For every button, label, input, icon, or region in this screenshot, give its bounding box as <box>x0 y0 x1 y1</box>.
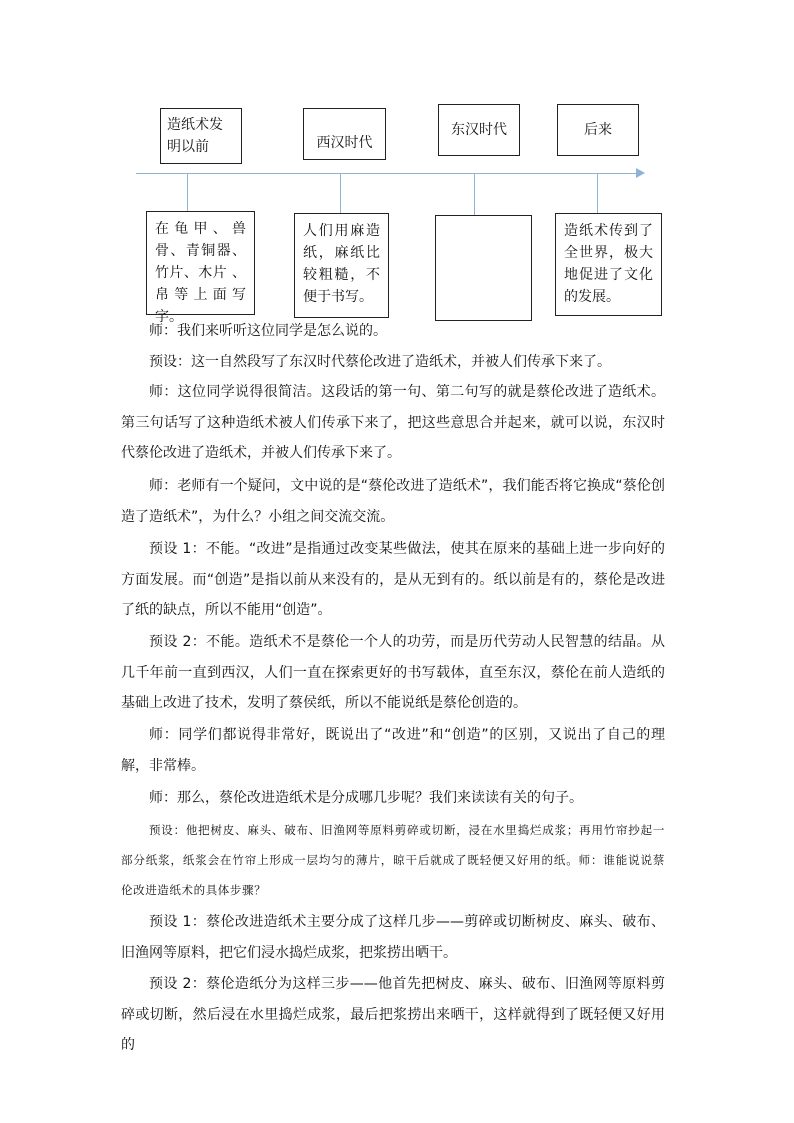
era-label: 西汉时代 <box>316 135 373 151</box>
note-box-western-han <box>294 213 389 318</box>
paragraph-preset-quote: 预设：他把树皮、麻头、破布、旧渔网等原料剪碎或切断，浸在水里捣烂成浆；再用竹帘抄起一部分纸浆，纸浆会在竹帘上形成一层均匀的薄片，晾干后就成了既轻便又好用的纸。师：谁能说说蔡伦改进造纸术的具体步骤？ <box>121 823 665 897</box>
paragraph-teacher: 师：老师有一个疑问，文中说的是“蔡伦改进了造纸术”，我们能否将它换成“蔡伦创造了造纸术”，为什么？小组之间交流交流。 <box>121 478 665 525</box>
note-box-later <box>555 213 662 316</box>
note-box-before-invention <box>146 211 255 325</box>
timeline-axis <box>136 173 642 174</box>
paragraph-teacher: 师：我们来听听这位同学是怎么说的。 <box>149 323 387 339</box>
era-box-western-han <box>303 108 386 160</box>
timeline-tick <box>340 173 341 213</box>
note-text: 造纸术传到了全世界，极大地促进了文化的发展。 <box>564 223 653 305</box>
timeline-tick <box>474 173 475 215</box>
paragraph-preset: 预设 1：蔡伦改进造纸术主要分成了这样几步——剪碎或切断树皮、麻头、破布、旧渔网等原料，把它们浸水捣烂成浆，把浆捞出晒干。 <box>121 914 665 961</box>
era-label: 后来 <box>584 122 612 138</box>
paragraph-preset: 预设：这一自然段写了东汉时代蔡伦改进了造纸术，并被人们传承下来了。 <box>149 354 611 370</box>
paragraph-teacher: 师：同学们都说得非常好，既说出了“改进”和“创造”的区别，又说出了自己的理解，非常棒。 <box>121 727 665 774</box>
paragraph-preset: 预设 2：蔡伦造纸分为这样三步——他首先把树皮、麻头、破布、旧渔网等原料剪碎或切断，然后浸在水里捣烂成浆，最后把浆捞出来晒干，这样就得到了既轻便又好用的 <box>121 976 665 1053</box>
era-box-before-invention <box>160 108 242 164</box>
paragraph-teacher: 师：这位同学说得很简洁。这段话的第一句、第二句写的就是蔡伦改进了造纸术。第三句话写了这种造纸术被人们传承下来了，把这些意思合并起来，就可以说，东汉时代蔡伦改进了造纸术，并被人们传承下来了。 <box>121 384 665 461</box>
paragraph-teacher: 师：那么，蔡伦改进造纸术是分成哪几步呢？我们来读读有关的句子。 <box>149 790 583 806</box>
era-box-later <box>557 104 639 156</box>
era-box-eastern-han <box>438 104 520 156</box>
note-text: 在龟甲、兽骨、青铜器、竹片、木片 、帛等上面写字。 <box>155 221 246 325</box>
paragraph-preset: 预设 1：不能。“改进”是指通过改变某些做法，使其在原来的基础上进一步向好的方面发展。而“创造”是指以前从来没有的，是从无到有的。纸以前是有的，蔡伦是改进了纸的缺点，所以不能用“创造”。 <box>121 541 665 618</box>
era-label: 东汉时代 <box>451 122 507 138</box>
timeline-arrow-icon <box>636 168 645 178</box>
note-box-eastern-han-empty <box>435 215 532 321</box>
note-text: 人们用麻造纸，麻纸比较粗糙，不便于书写。 <box>303 223 380 305</box>
timeline-tick <box>187 173 188 211</box>
paragraph-preset: 预设 2：不能。造纸术不是蔡伦一个人的功劳，而是历代劳动人民智慧的结晶。从几千年前一直到西汉，人们一直在探索更好的书写载体，直至东汉，蔡伦在前人造纸的基础上改进了技术，发明了蔡侯纸，所以不能说纸是蔡伦创造的。 <box>121 634 665 711</box>
era-label: 造纸术发明以前 <box>167 117 223 155</box>
timeline-tick <box>597 173 598 213</box>
